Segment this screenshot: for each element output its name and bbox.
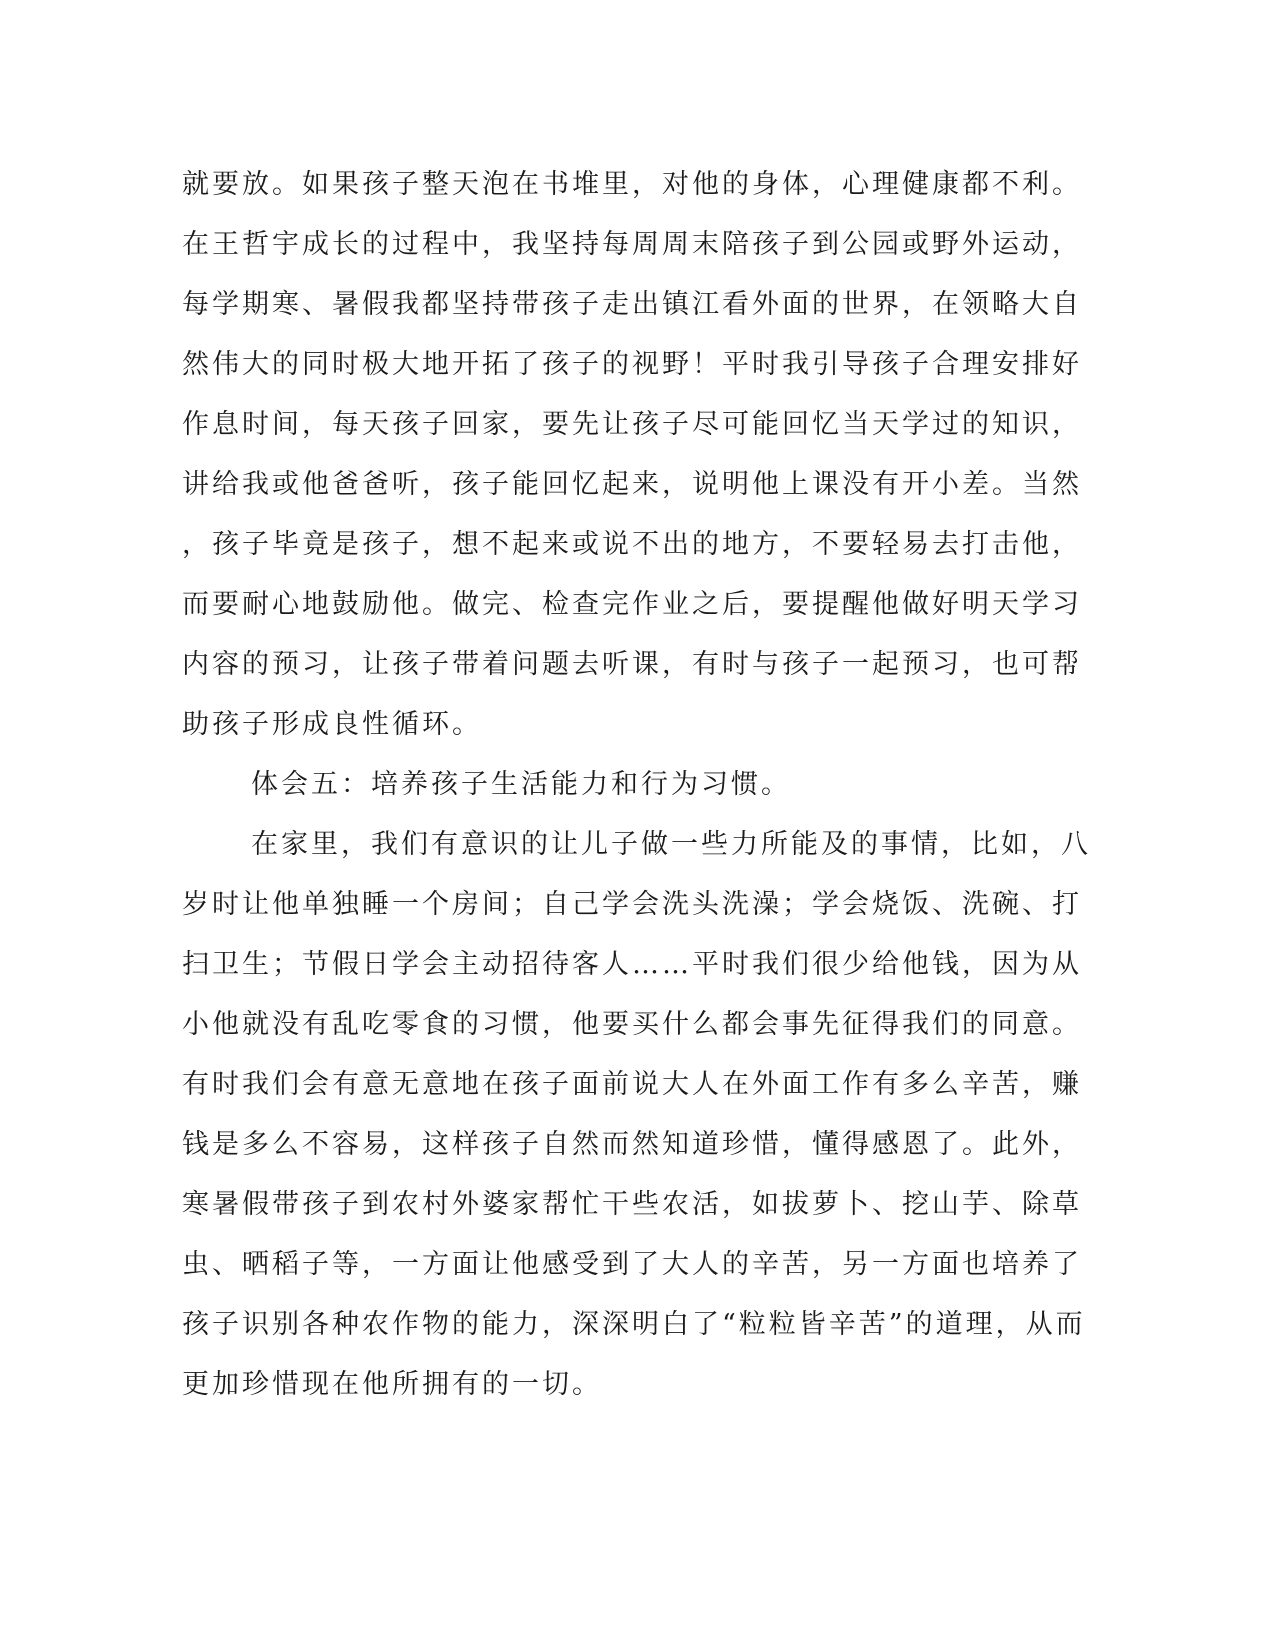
text-line: 扫卫生；节假日学会主动招待客人……平时我们很少给他钱，因为从 bbox=[182, 949, 1082, 980]
text-line: 而要耐心地鼓励他。做完、检查完作业之后，要提醒他做好明天学习 bbox=[182, 589, 1082, 620]
text-line: ，孩子毕竟是孩子，想不起来或说不出的地方，不要轻易去打击他， bbox=[182, 529, 1082, 560]
text-line: 岁时让他单独睡一个房间；自己学会洗头洗澡；学会烧饭、洗碗、打 bbox=[182, 889, 1082, 920]
text-line: 钱是多么不容易，这样孩子自然而然知道珍惜，懂得感恩了。此外， bbox=[182, 1129, 1082, 1160]
section-heading: 体会五：培养孩子生活能力和行为习惯。 bbox=[251, 769, 791, 800]
text-line: 孩子识别各种农作物的能力，深深明白了“粒粒皆辛苦”的道理，从而 bbox=[182, 1309, 1086, 1340]
text-line: 更加珍惜现在他所拥有的一切。 bbox=[182, 1369, 602, 1400]
text-line: 然伟大的同时极大地开拓了孩子的视野！平时我引导孩子合理安排好 bbox=[182, 349, 1082, 380]
text-line: 虫、晒稻子等，一方面让他感受到了大人的辛苦，另一方面也培养了 bbox=[182, 1249, 1082, 1280]
text-line: 有时我们会有意无意地在孩子面前说大人在外面工作有多么辛苦，赚 bbox=[182, 1069, 1082, 1100]
text-line: 作息时间，每天孩子回家，要先让孩子尽可能回忆当天学过的知识， bbox=[182, 409, 1082, 440]
document-body bbox=[182, 155, 1091, 1415]
text-line: 内容的预习，让孩子带着问题去听课，有时与孩子一起预习，也可帮 bbox=[182, 649, 1082, 680]
text-line: 讲给我或他爸爸听，孩子能回忆起来，说明他上课没有开小差。当然 bbox=[182, 469, 1082, 500]
text-line: 每学期寒、暑假我都坚持带孩子走出镇江看外面的世界，在领略大自 bbox=[182, 289, 1082, 320]
text-line: 寒暑假带孩子到农村外婆家帮忙干些农活，如拔萝卜、挖山芋、除草 bbox=[182, 1189, 1082, 1220]
text-line: 在王哲宇成长的过程中，我坚持每周周末陪孩子到公园或野外运动， bbox=[182, 229, 1082, 260]
text-line: 助孩子形成良性循环。 bbox=[182, 709, 482, 740]
text-line: 小他就没有乱吃零食的习惯，他要买什么都会事先征得我们的同意。 bbox=[182, 1009, 1082, 1040]
text-line: 在家里，我们有意识的让儿子做一些力所能及的事情，比如，八 bbox=[251, 829, 1091, 860]
text-line: 就要放。如果孩子整天泡在书堆里，对他的身体，心理健康都不利。 bbox=[182, 169, 1082, 200]
